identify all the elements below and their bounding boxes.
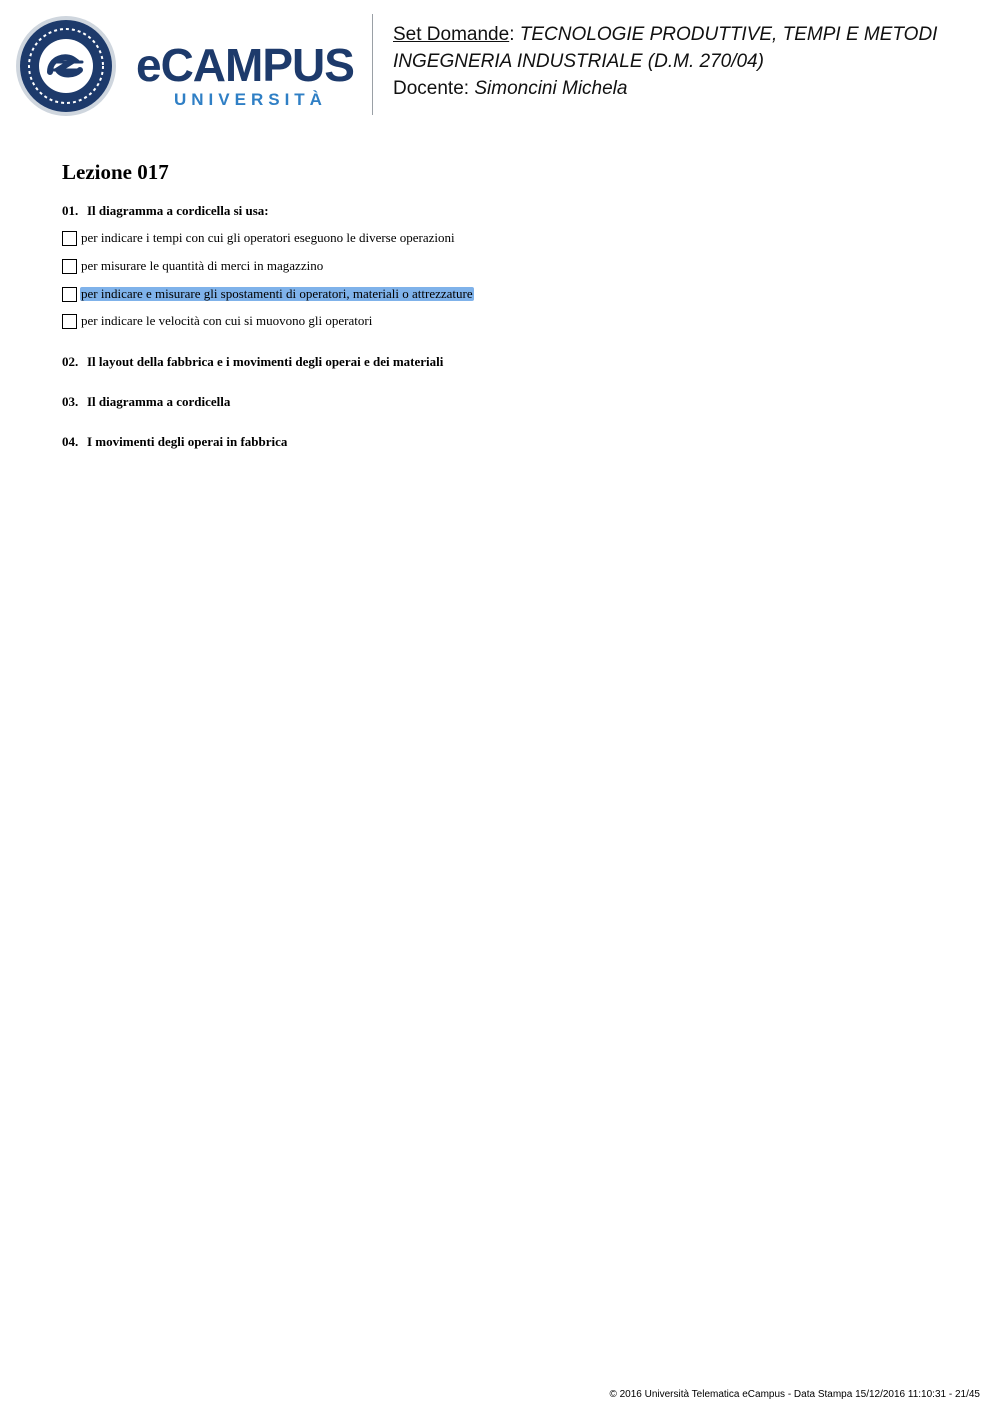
checkbox[interactable] [62,314,77,329]
page-header [0,0,1000,130]
ecampus-logo [14,14,359,118]
logo-subtitle: UNIVERSITÀ [174,90,327,109]
question-text: Il diagramma a cordicella [87,394,231,409]
question-number: 03. [62,394,79,409]
answer-option-3[interactable] [62,286,474,302]
checkbox[interactable] [62,287,77,302]
question-text: Il diagramma a cordicella si usa: [87,203,269,218]
lesson-title: Lezione 017 [62,160,169,184]
answer-text: per indicare le velocità con cui si muovono gli operatori [81,313,373,328]
question-03 [62,394,230,410]
header-divider [372,14,373,115]
ecampus-seal-icon [14,14,118,118]
answer-text: per misurare le quantità di merci in magazzino [81,258,324,273]
checkbox[interactable] [62,259,77,274]
answer-text: per indicare i tempi con cui gli operatori eseguono le diverse operazioni [81,230,455,245]
question-text: I movimenti degli operai in fabbrica [87,434,288,449]
question-text: Il layout della fabbrica e i movimenti degli operai e dei materiali [87,354,444,369]
answer-option-2[interactable] [62,258,324,274]
question-01 [62,203,269,219]
answer-option-4[interactable] [62,313,373,329]
checkbox[interactable] [62,231,77,246]
logo-wordmark: eCAMPUS [136,39,354,91]
course-title: TECNOLOGIE PRODUTTIVE, TEMPI E METODI INGEGNERIA INDUSTRIALE (D.M. 270/04) [393,24,938,72]
answer-text-highlighted: per indicare e misurare gli spostamenti di operatori, materiali o attrezzature [81,286,473,301]
answer-option-1[interactable] [62,230,456,246]
course-info: Set Domande: TECNOLOGIE PRODUTTIVE, TEMPI E METODI INGEGNERIA INDUSTRIALE (D.M. 270/04) Docente: Simoncini Michela [393,24,938,99]
question-number: 01. [62,203,79,218]
question-number: 04. [62,434,79,449]
set-label: Set Domande [393,24,510,45]
question-number: 02. [62,354,79,369]
question-02 [62,354,443,370]
teacher-label: Docente [393,78,464,99]
teacher-name: Simoncini Michela [474,78,628,99]
question-04 [62,434,287,450]
page-footer: © 2016 Università Telematica eCampus - Data Stampa 15/12/2016 11:10:31 - 21/45 [609,1389,980,1400]
